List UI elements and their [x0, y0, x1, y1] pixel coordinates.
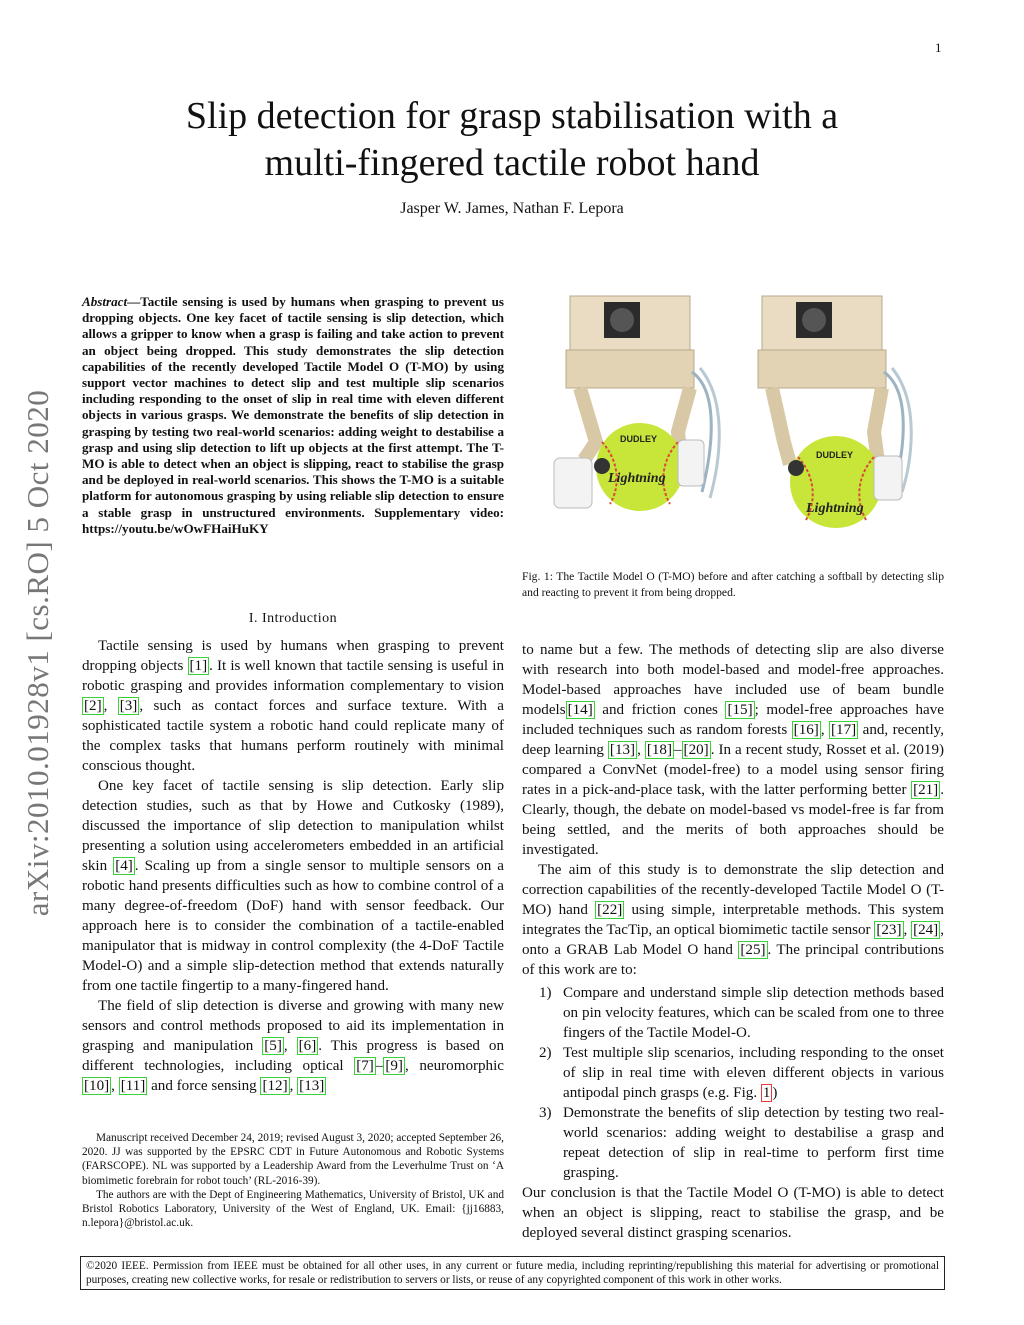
citation-link[interactable]: [5]	[264, 1038, 282, 1054]
citation-link[interactable]: [16]	[793, 722, 819, 738]
abstract	[82, 294, 504, 537]
intro-paragraph-6	[522, 1183, 944, 1243]
text-run: ,	[103, 698, 118, 714]
citation-link[interactable]: [11]	[120, 1078, 146, 1094]
footnote-affiliations: The authors are with the Dept of Engineering Mathematics, University of Bristol, UK and Bristol Robotics Laboratory, University of the West of England, UK. Email: {jj16883, n.lepora}@bristol.ac.uk.	[82, 1188, 504, 1230]
abstract-text: —Tactile sensing is used by humans when grasping to prevent us dropping objects. One key facet of tactile sensing is slip detection, which allows a gripper to know when a grasp is failing and take action to prevent an object being dropped. This study demonstrates the slip detection capabilities of the recently developed Tactile Model O (T-MO) by using support vector machines to detect slip and test multiple slip scenarios including responding to the onset of slip in real time with eleven different objects in various grasps. We demonstrate the benefits of slip detection in grasping by testing two real-world scenarios: adding weight to destabilise a grasp and using slip detection to lift up objects at the first attempt. The T-MO is able to detect when an object is slipping, react to stabilise the grasp and be deployed in real-world scenarios. This shows the T-MO is a suitable platform for autonomous grasping by using reliable slip detection to ensure a stable grasp in unstructured environments. Supplementary video: https://youtu.be/wOwFHaiHuKY	[82, 294, 504, 536]
text-run: . Clearly, though, the debate on model-based vs model-free is far from being settled, and the merits of both approaches should be investigated.	[522, 782, 944, 858]
citation-link[interactable]: [17]	[831, 722, 857, 738]
page-number: 1	[935, 40, 942, 55]
ball-brand-label-2: DUDLEY	[816, 450, 854, 460]
citation-link[interactable]: [22]	[597, 902, 623, 918]
citation-link[interactable]: [10]	[84, 1078, 110, 1094]
figure-1-photo	[540, 292, 940, 540]
text-run: ,	[283, 1038, 297, 1054]
citation-link[interactable]: [25]	[740, 942, 766, 958]
ball-model-label-1: Lightning	[608, 471, 666, 486]
text-run: using simple, interpretable methods. This system integrates the TacTip, an optical biomimetic tactile sensor	[522, 902, 944, 938]
citation-link[interactable]: [13]	[609, 742, 636, 758]
list-number: 1)	[539, 985, 552, 1001]
text-run: to name but a few. The methods of detecting slip are also diverse with research into both model-based and model-free approaches. Model-based approaches have included use of beam bundle models	[522, 642, 944, 718]
citation-link[interactable]: [4]	[115, 858, 133, 874]
text-run: . This progress is based on different technologies, including optical	[82, 1038, 504, 1074]
contribution-item	[522, 983, 944, 1043]
copyright-notice: ©2020 IEEE. Permission from IEEE must be obtained for all other uses, in any current or future media, including reprinting/republishing this material for advertising or promotional purposes, creating new collective works, for resale or redistribution to servers or lists, or reuse of any copyrighted component of this work in other works.	[80, 1256, 945, 1290]
text-run: Our conclusion is that the Tactile Model O (T-MO) is able to detect when an object is slipping, react to stabilise the grasp, and be deployed several distinct grasping scenarios.	[522, 1185, 944, 1241]
intro-paragraph-4	[522, 640, 944, 860]
footnote-manuscript: Manuscript received December 24, 2019; revised August 3, 2020; accepted September 26, 2020. JJ was supported by the EPSRC CDT in Future Autonomous and Robotic Systems (FARSCOPE). NL was supported by a Leadership Award from the Leverhulme Trust on ‘A biomimetic forebrain for robot touch’ (RL-2016-39).	[82, 1132, 504, 1187]
intro-paragraph-1	[82, 636, 504, 776]
text-run: Compare and understand simple slip detection methods based on pin velocity features, which can be scaled from one to three fingers of the Tactile Model-O.	[563, 985, 944, 1041]
text-run: , such as contact forces and surface texture. With a sophisticated tactile system a robotic hand could replicate many of the complex tasks that humans perform routinely with minimal conscious thought.	[82, 698, 504, 774]
citation-link[interactable]: [23]	[876, 922, 902, 938]
section-heading-introduction: I. Introduction	[248, 611, 338, 626]
citation-link[interactable]: [20]	[683, 742, 709, 758]
text-run: , neuromorphic	[404, 1058, 504, 1074]
list-number: 3)	[539, 1105, 552, 1121]
text-run: )	[772, 1085, 778, 1101]
text-run: and, recently, deep learning	[522, 722, 945, 758]
robot-hand-before	[554, 296, 719, 511]
text-run: . It is well known that tactile sensing is useful in robotic grasping and provides information complementary to vision	[82, 658, 504, 694]
text-run: Test multiple slip scenarios, including responding to the onset of slip in real time with eleven different objects in various antipodal pinch grasps (e.g. Fig.	[563, 1045, 944, 1101]
text-run: Tactile sensing is used by humans when grasping to prevent dropping objects	[82, 638, 504, 674]
text-run: One key facet of tactile sensing is slip detection. Early slip detection studies, such as that by Howe and Cutkosky (1989), discussed the importance of slip detection to manipulation whilst presenting a solution using accelerometers embedded in an artificial skin	[82, 778, 504, 874]
paper-title	[0, 93, 1024, 187]
citation-link[interactable]: [12]	[262, 1078, 288, 1094]
citation-link[interactable]: [14]	[567, 702, 593, 718]
citation-link[interactable]: [13]	[299, 1078, 325, 1094]
contribution-item	[522, 1043, 944, 1103]
author-list: Jasper W. James, Nathan F. Lepora	[400, 200, 624, 217]
text-run: . In a recent study, Rosset et al. (2019) compared a ConvNet (model-free) to a model using sensor firing rates in a pick-and-place task, with the latter performing better	[522, 742, 945, 798]
citation-link[interactable]: [15]	[727, 702, 753, 718]
text-run: ,	[111, 1078, 119, 1094]
contribution-item	[522, 1103, 944, 1183]
text-run: and force sensing	[147, 1078, 261, 1094]
citation-link[interactable]: [7]	[356, 1058, 374, 1074]
title-line-1: Slip detection for grasp stabilisation with a	[185, 95, 839, 137]
figure-1	[540, 292, 940, 540]
text-run: The aim of this study is to demonstrate the slip detection and correction capabilities of the recently-developed Tactile Model O (T-MO) hand	[522, 862, 944, 918]
citation-link[interactable]: [18]	[646, 742, 672, 758]
intro-paragraph-3	[82, 996, 504, 1096]
ball-brand-label-1: DUDLEY	[620, 434, 658, 444]
text-run: ; model-free approaches have included techniques such as random forests	[522, 702, 944, 738]
ball-model-label-2: Lightning	[806, 501, 864, 516]
intro-paragraph-5	[522, 860, 944, 980]
text-run: The field of slip detection is diverse and growing with many new sensors and control methods proposed to aid its implementation in grasping and manipulation	[82, 998, 504, 1054]
robot-hand-after	[758, 296, 911, 528]
abstract-label: Abstract	[82, 294, 128, 309]
citation-link[interactable]: [9]	[385, 1058, 403, 1074]
text-run: ,	[289, 1078, 298, 1094]
text-run: . Scaling up from a single sensor to multiple sensors on a robotic hand presents difficulties such as how to combine control of a many degree-of-freedom (DoF) hand with sensor feedback. Our approach here is to consider the combination of a tactile-enabled manipulator that is midway in control complexity (the 4-DoF Tactile Model-O) and a simple slip-detection method that extends naturally from one tactile fingertip to a many-fingered hand.	[82, 858, 505, 994]
text-run: , onto a GRAB Lab Model O hand	[522, 922, 944, 958]
figure-reference-link[interactable]: 1	[762, 1085, 771, 1101]
citation-link[interactable]: [24]	[913, 922, 939, 938]
right-column	[522, 640, 944, 1243]
text-run: –	[674, 742, 682, 758]
list-number: 2)	[539, 1045, 552, 1061]
text-run: and friction cones	[594, 702, 726, 718]
text-run: Demonstrate the benefits of slip detection by testing two real-world scenarios: adding weight to destabilise a grasp and repeat detection of slip in real-time to perform first time grasping.	[563, 1105, 944, 1181]
arxiv-stamp: arXiv:2010.01928v1 [cs.RO] 5 Oct 2020	[20, 389, 55, 917]
title-line-2: multi-fingered tactile robot hand	[264, 142, 760, 184]
text-run: ,	[903, 922, 912, 938]
contributions-list	[522, 983, 944, 1183]
intro-paragraph-2	[82, 776, 504, 996]
citation-link[interactable]: [1]	[189, 658, 208, 674]
left-column	[82, 636, 504, 1096]
footnotes	[82, 1131, 504, 1230]
text-run: ,	[820, 722, 830, 738]
figure-1-caption: Fig. 1: The Tactile Model O (T-MO) before and after catching a softball by detecting slip and reacting to prevent it from being dropped.	[522, 570, 944, 599]
citation-link[interactable]: [3]	[119, 698, 138, 714]
citation-link[interactable]: [6]	[298, 1038, 317, 1054]
citation-link[interactable]: [2]	[84, 698, 102, 714]
text-run: ,	[637, 742, 645, 758]
text-run: –	[375, 1058, 384, 1074]
text-run: . The principal contributions of this work are to:	[522, 942, 944, 978]
citation-link[interactable]: [21]	[913, 782, 939, 798]
